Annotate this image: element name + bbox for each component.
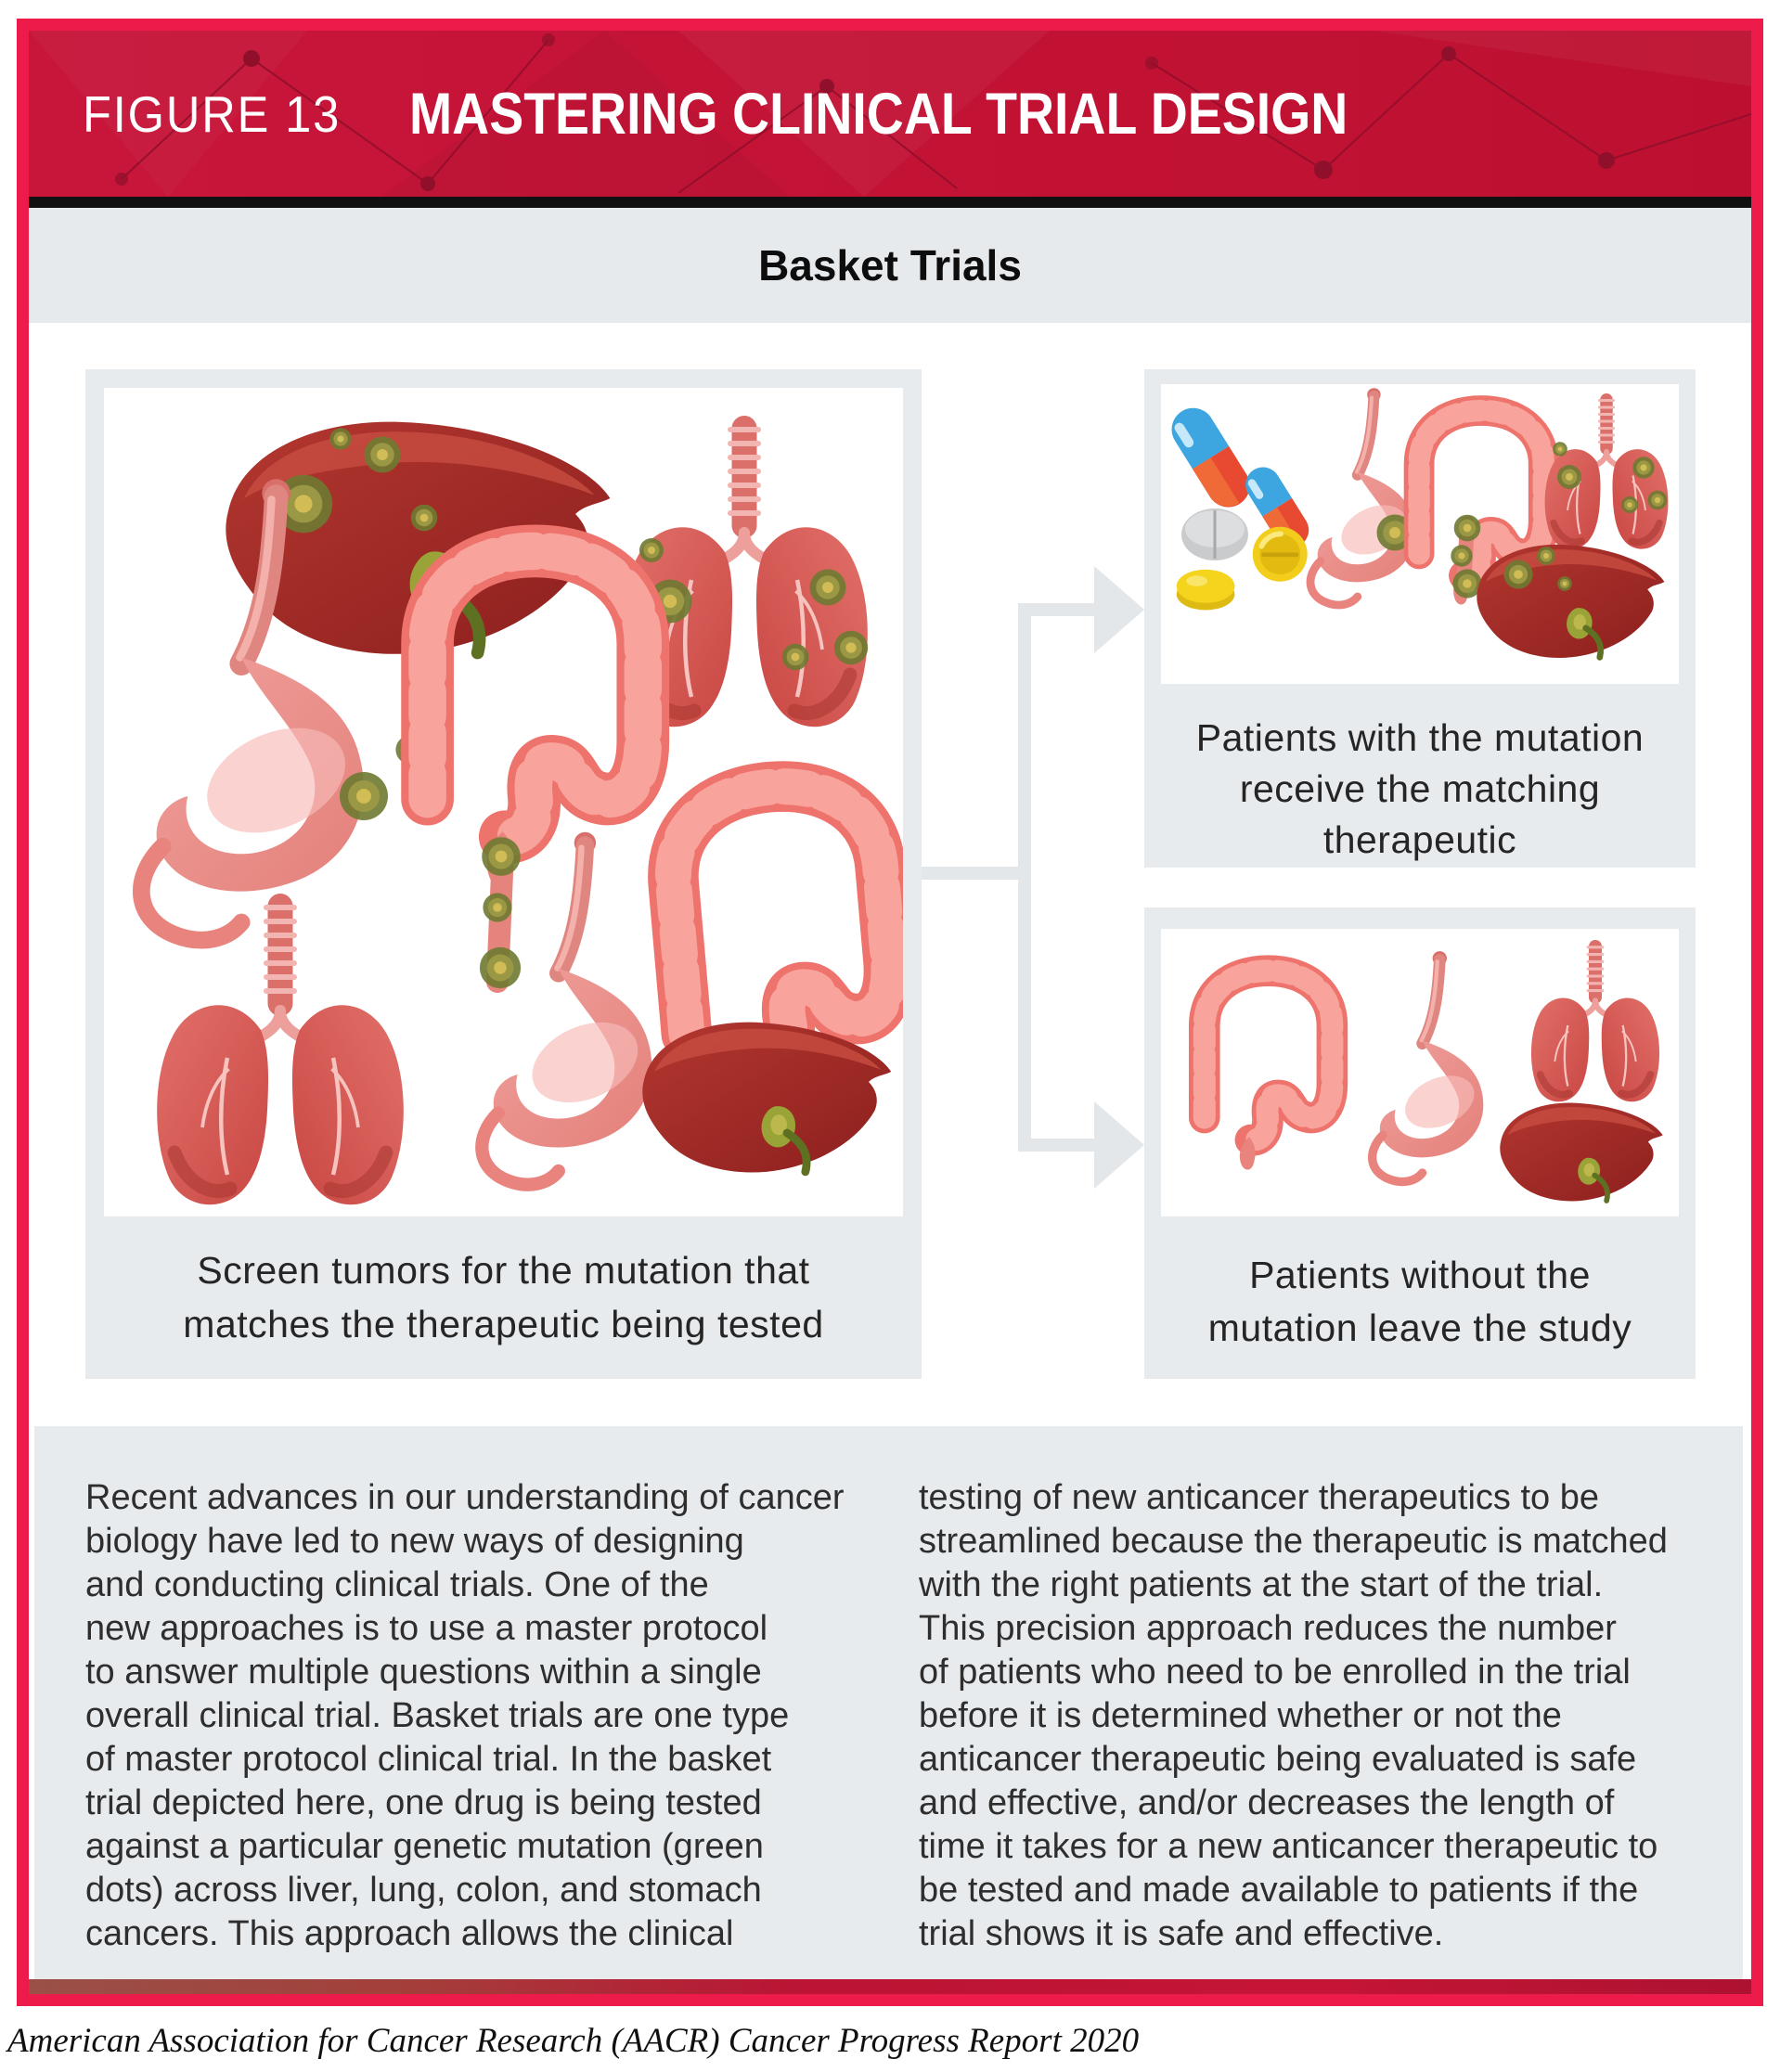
screen-panel-image [104, 388, 903, 1216]
text-line: and conducting clinical trials. One of the [85, 1565, 709, 1604]
text-line: of patients who need to be enrolled in the trial [919, 1653, 1631, 1692]
text-line: to answer multiple questions within a single [85, 1653, 762, 1692]
text-line: be tested and made available to patients if the [919, 1871, 1639, 1910]
stomach-icon [1373, 951, 1484, 1181]
lungs-with-mutations-icon [1545, 393, 1669, 549]
text-line: dots) across liver, lung, colon, and stomach [85, 1871, 762, 1910]
figure-label: FIGURE 13 [83, 84, 342, 143]
description-text-box [34, 1426, 1743, 1979]
caption-line: Patients with the mutation [1195, 716, 1645, 759]
text-line: before it is determined whether or not the [919, 1696, 1562, 1735]
without-mutation-panel [1144, 907, 1696, 1379]
with-mutation-panel-image [1161, 384, 1679, 684]
figure-frame [17, 19, 1763, 2006]
liver-icon [1500, 1103, 1662, 1202]
flow-arrows [922, 557, 1144, 1206]
diagram-title-strip [29, 208, 1751, 323]
caption-line: Screen tumors for the mutation that [197, 1249, 810, 1292]
description-left-column [85, 1476, 884, 1956]
caption-line: mutation leave the study [1207, 1306, 1632, 1349]
caption-line: therapeutic [1322, 818, 1517, 861]
text-line: testing of new anticancer therapeutics to be [919, 1478, 1600, 1517]
text-line: and effective, and/or decreases the length of [919, 1783, 1615, 1822]
figure-title: MASTERING CLINICAL TRIAL DESIGN [409, 81, 1348, 147]
with-mutation-panel [1144, 369, 1696, 868]
text-line: against a particular genetic mutation (green [85, 1827, 764, 1866]
liver-icon [642, 1023, 891, 1173]
header-divider-bar [29, 197, 1751, 208]
text-line: cancers. This approach allows the clinical [85, 1914, 734, 1953]
text-line: This precision approach reduces the number [919, 1609, 1617, 1648]
colon-icon [1205, 971, 1333, 1169]
text-line: biology have led to new ways of designing [85, 1522, 744, 1561]
text-line: with the right patients at the start of the trial. [919, 1565, 1604, 1604]
capsule-pill-icon [1164, 400, 1258, 515]
gray-tablet-icon [1181, 508, 1248, 560]
without-mutation-panel-image [1161, 929, 1679, 1216]
figure-header [29, 31, 1751, 197]
without-mutation-caption [1144, 1249, 1696, 1355]
liver-with-mutations-icon [1477, 545, 1664, 658]
diagram-title: Basket Trials [758, 241, 1022, 290]
screen-panel-caption [85, 1243, 922, 1351]
description-right-column [919, 1476, 1735, 1956]
with-mutation-caption [1144, 713, 1696, 866]
text-line: trial shows it is safe and effective. [919, 1914, 1444, 1953]
text-line: overall clinical trial. Basket trials are one type [85, 1696, 790, 1735]
text-line: anticancer therapeutic being evaluated is safe [919, 1740, 1637, 1779]
yellow-tablet-icon [1253, 527, 1308, 582]
yellow-tablet-icon [1177, 570, 1235, 611]
caption-line: matches the therapeutic being tested [183, 1303, 824, 1345]
lungs-icon [1531, 940, 1659, 1101]
text-line: trial depicted here, one drug is being tested [85, 1783, 762, 1822]
footer-credit: American Association for Cancer Research (AACR) Cancer Progress Report 2020 [7, 2022, 1140, 2060]
text-line: time it takes for a new anticancer therapeutic to [919, 1827, 1658, 1866]
text-line: streamlined because the therapeutic is matched [919, 1522, 1668, 1561]
text-line: Recent advances in our understanding of cancer [85, 1478, 845, 1517]
text-line: of master protocol clinical trial. In the basket [85, 1740, 772, 1779]
caption-line: Patients without the [1249, 1254, 1591, 1296]
arrow-to-with-mutation-icon [1094, 566, 1144, 653]
bottom-red-band [29, 1979, 1751, 1994]
caption-line: receive the matching [1239, 767, 1601, 810]
text-line: new approaches is to use a master protocol [85, 1609, 768, 1648]
arrow-to-without-mutation-icon [1094, 1101, 1144, 1189]
screen-panel [85, 369, 922, 1379]
